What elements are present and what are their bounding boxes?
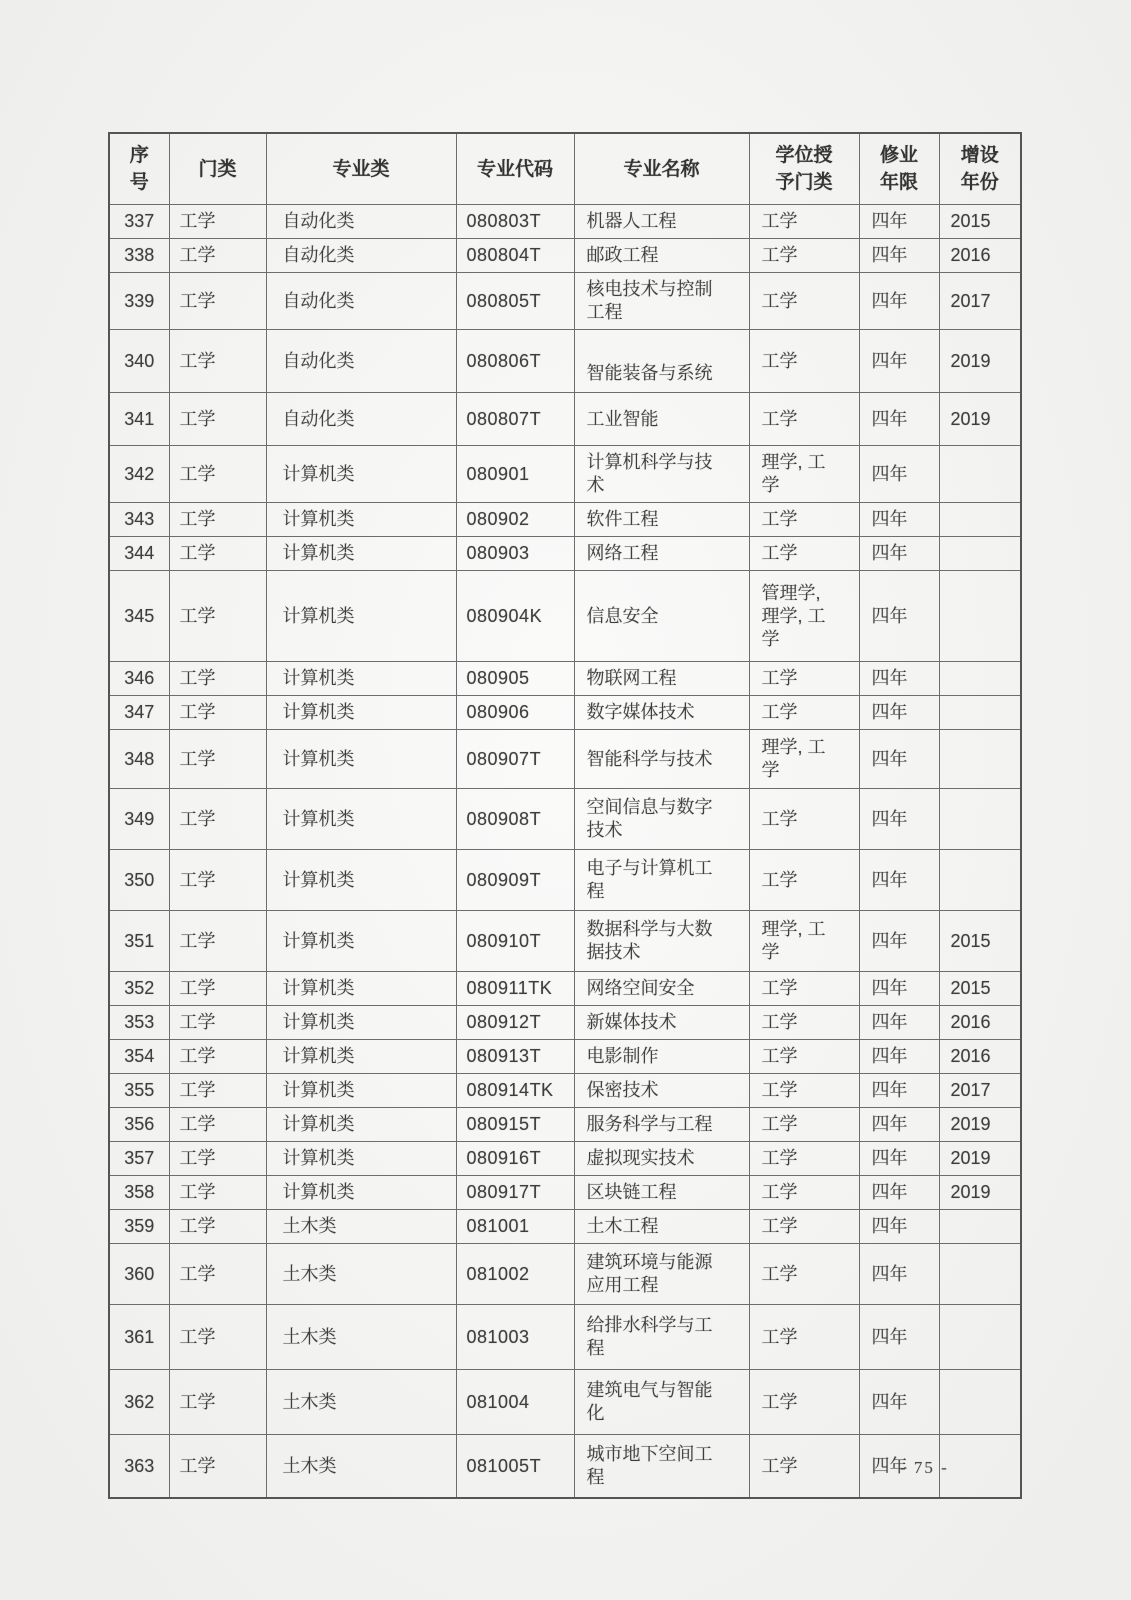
table-cell: 四年: [859, 730, 939, 789]
table-cell: 080917T: [456, 1176, 574, 1210]
table-cell: 工学: [169, 972, 266, 1006]
table-cell: 工学: [749, 537, 859, 571]
table-cell: 080904K: [456, 571, 574, 662]
table-row: [109, 1210, 1021, 1244]
table-cell: 工学: [169, 730, 266, 789]
table-cell: 工学: [169, 1370, 266, 1435]
table-cell: 电子与计算机工程: [574, 850, 749, 911]
table-cell: 工学: [749, 1210, 859, 1244]
table-cell: 计算机类: [266, 972, 456, 1006]
table-cell: 工学: [169, 789, 266, 850]
table-cell: 计算机类: [266, 662, 456, 696]
table-body: [109, 205, 1021, 1499]
table-cell: [939, 1210, 1021, 1244]
table-row: [109, 1370, 1021, 1435]
table-cell: 数字媒体技术: [574, 696, 749, 730]
table-cell: 四年: [859, 537, 939, 571]
table-cell: 356: [109, 1108, 169, 1142]
table-cell: 2016: [939, 1006, 1021, 1040]
table-cell: 土木类: [266, 1210, 456, 1244]
table-cell: 计算机类: [266, 571, 456, 662]
table-cell: 363: [109, 1435, 169, 1499]
table-cell: 管理学, 理学, 工学: [749, 571, 859, 662]
table-cell: 虚拟现实技术: [574, 1142, 749, 1176]
table-cell: 数据科学与大数据技术: [574, 911, 749, 972]
table-cell: 四年: [859, 1305, 939, 1370]
table-cell: 080805T: [456, 273, 574, 330]
table-cell: 工学: [169, 1108, 266, 1142]
table-row: [109, 205, 1021, 239]
table-cell: 区块链工程: [574, 1176, 749, 1210]
table-row: [109, 1435, 1021, 1499]
table-cell: 080905: [456, 662, 574, 696]
table-cell: 四年: [859, 850, 939, 911]
table-cell: 计算机科学与技术: [574, 446, 749, 503]
table-cell: 工学: [749, 972, 859, 1006]
table-cell: 工学: [169, 503, 266, 537]
table-cell: 自动化类: [266, 273, 456, 330]
table-cell: 358: [109, 1176, 169, 1210]
table-cell: 工学: [169, 911, 266, 972]
table-cell: 四年: [859, 571, 939, 662]
table-row: [109, 393, 1021, 446]
table-cell: 工学: [749, 1040, 859, 1074]
table-cell: 344: [109, 537, 169, 571]
table-cell: 工学: [749, 239, 859, 273]
table-cell: 四年: [859, 662, 939, 696]
table-cell: 080915T: [456, 1108, 574, 1142]
table-cell: [939, 1244, 1021, 1305]
table-cell: 四年: [859, 239, 939, 273]
table-cell: 计算机类: [266, 789, 456, 850]
table-cell: 四年: [859, 393, 939, 446]
table-cell: 工学: [749, 1370, 859, 1435]
table-cell: 工学: [749, 789, 859, 850]
table-cell: 080907T: [456, 730, 574, 789]
column-header-index: 序号: [109, 133, 169, 205]
table-row: [109, 1108, 1021, 1142]
table-cell: 工学: [749, 1108, 859, 1142]
table-cell: 350: [109, 850, 169, 911]
table-cell: 工学: [749, 205, 859, 239]
table-cell: 计算机类: [266, 537, 456, 571]
table-cell: 工业智能: [574, 393, 749, 446]
table-cell: 工学: [749, 1074, 859, 1108]
table-cell: 建筑电气与智能化: [574, 1370, 749, 1435]
table-cell: 361: [109, 1305, 169, 1370]
table-row: [109, 789, 1021, 850]
table-cell: 工学: [749, 1244, 859, 1305]
table-cell: 计算机类: [266, 1176, 456, 1210]
table-cell: 四年: [859, 205, 939, 239]
table-cell: 四年: [859, 1244, 939, 1305]
table-cell: 计算机类: [266, 1006, 456, 1040]
table-cell: 359: [109, 1210, 169, 1244]
table-cell: 工学: [749, 1176, 859, 1210]
table-row: [109, 1040, 1021, 1074]
table-cell: 工学: [169, 273, 266, 330]
table-cell: 354: [109, 1040, 169, 1074]
table-cell: 网络空间安全: [574, 972, 749, 1006]
table-cell: 351: [109, 911, 169, 972]
table-cell: 计算机类: [266, 1142, 456, 1176]
table-cell: 工学: [749, 1435, 859, 1499]
table-cell: 工学: [749, 1305, 859, 1370]
table-cell: 理学, 工学: [749, 446, 859, 503]
table-row: [109, 571, 1021, 662]
table-cell: [939, 662, 1021, 696]
table-row: [109, 730, 1021, 789]
table-cell: 工学: [749, 696, 859, 730]
table-cell: [939, 1435, 1021, 1499]
table-cell: 保密技术: [574, 1074, 749, 1108]
table-cell: 工学: [169, 1074, 266, 1108]
table-row: [109, 972, 1021, 1006]
table-cell: 理学, 工学: [749, 911, 859, 972]
table-cell: 343: [109, 503, 169, 537]
table-cell: 计算机类: [266, 1040, 456, 1074]
table-cell: 四年: [859, 1040, 939, 1074]
table-cell: 080914TK: [456, 1074, 574, 1108]
table-cell: 081005T: [456, 1435, 574, 1499]
table-cell: 土木类: [266, 1244, 456, 1305]
table-cell: 自动化类: [266, 393, 456, 446]
table-cell: [939, 696, 1021, 730]
table-cell: 城市地下空间工程: [574, 1435, 749, 1499]
table-cell: 网络工程: [574, 537, 749, 571]
table-cell: 计算机类: [266, 850, 456, 911]
table-cell: 2019: [939, 1142, 1021, 1176]
table-cell: 347: [109, 696, 169, 730]
table-cell: 2019: [939, 330, 1021, 393]
table-cell: 计算机类: [266, 911, 456, 972]
table-cell: 工学: [749, 1006, 859, 1040]
table-cell: 348: [109, 730, 169, 789]
table-row: [109, 1176, 1021, 1210]
table-cell: 2016: [939, 239, 1021, 273]
table-cell: 四年: [859, 1108, 939, 1142]
table-cell: 工学: [169, 393, 266, 446]
table-cell: 理学, 工学: [749, 730, 859, 789]
table-cell: 2015: [939, 911, 1021, 972]
table-cell: 工学: [169, 537, 266, 571]
table-cell: 341: [109, 393, 169, 446]
table-cell: 2019: [939, 1108, 1021, 1142]
table-cell: 080910T: [456, 911, 574, 972]
table-cell: 工学: [169, 446, 266, 503]
table-cell: 2019: [939, 1176, 1021, 1210]
table-cell: [939, 503, 1021, 537]
table-cell: 工学: [169, 239, 266, 273]
table-cell: 工学: [169, 1006, 266, 1040]
table-cell: 工学: [169, 1244, 266, 1305]
table-row: [109, 537, 1021, 571]
table-cell: 080912T: [456, 1006, 574, 1040]
table-cell: 2016: [939, 1040, 1021, 1074]
table-cell: 计算机类: [266, 1108, 456, 1142]
table-row: [109, 1074, 1021, 1108]
table-cell: 080911TK: [456, 972, 574, 1006]
table-cell: 工学: [749, 1142, 859, 1176]
table-row: [109, 662, 1021, 696]
table-cell: 工学: [169, 571, 266, 662]
table-cell: 工学: [749, 393, 859, 446]
table-cell: 355: [109, 1074, 169, 1108]
table-cell: 工学: [169, 1210, 266, 1244]
table-cell: [939, 1305, 1021, 1370]
table-cell: [939, 446, 1021, 503]
table-cell: 工学: [169, 696, 266, 730]
table-cell: 工学: [169, 1176, 266, 1210]
table-cell: 空间信息与数字技术: [574, 789, 749, 850]
column-header-category: 门类: [169, 133, 266, 205]
table-cell: 土木类: [266, 1370, 456, 1435]
table-cell: 2017: [939, 273, 1021, 330]
table-row: [109, 911, 1021, 972]
table-cell: 计算机类: [266, 1074, 456, 1108]
column-header-major-name: 专业名称: [574, 133, 749, 205]
table-cell: 四年: [859, 446, 939, 503]
table-cell: 软件工程: [574, 503, 749, 537]
table-cell: 080909T: [456, 850, 574, 911]
table-cell: 080913T: [456, 1040, 574, 1074]
table-cell: 080804T: [456, 239, 574, 273]
table-cell: 土木类: [266, 1305, 456, 1370]
table-row: [109, 850, 1021, 911]
column-header-degree: 学位授予门类: [749, 133, 859, 205]
table-cell: 物联网工程: [574, 662, 749, 696]
table-cell: [939, 537, 1021, 571]
table-cell: 电影制作: [574, 1040, 749, 1074]
table-cell: 计算机类: [266, 446, 456, 503]
table-cell: 智能科学与技术: [574, 730, 749, 789]
table-cell: 工学: [169, 330, 266, 393]
table-row: [109, 239, 1021, 273]
table-row: [109, 1142, 1021, 1176]
table-cell: 土木类: [266, 1435, 456, 1499]
table-cell: [939, 789, 1021, 850]
table-cell: 四年: [859, 789, 939, 850]
column-header-duration: 修业年限: [859, 133, 939, 205]
table-cell: 智能装备与系统: [574, 330, 749, 393]
table-cell: 四年: [859, 1176, 939, 1210]
table-cell: 342: [109, 446, 169, 503]
table-cell: 081003: [456, 1305, 574, 1370]
table-cell: 建筑环境与能源应用工程: [574, 1244, 749, 1305]
table-cell: [939, 571, 1021, 662]
table-row: [109, 446, 1021, 503]
table-cell: 四年: [859, 1435, 939, 1499]
majors-table: [108, 132, 1022, 1499]
table-cell: 工学: [169, 1305, 266, 1370]
table-cell: 四年: [859, 273, 939, 330]
table-cell: 2017: [939, 1074, 1021, 1108]
table-cell: 362: [109, 1370, 169, 1435]
table-cell: 349: [109, 789, 169, 850]
table-cell: [939, 1370, 1021, 1435]
table-cell: 080903: [456, 537, 574, 571]
table-cell: 357: [109, 1142, 169, 1176]
table-cell: 080916T: [456, 1142, 574, 1176]
table-cell: 340: [109, 330, 169, 393]
table-row: [109, 1244, 1021, 1305]
table-row: [109, 273, 1021, 330]
table-cell: 工学: [169, 662, 266, 696]
table-cell: 工学: [169, 1142, 266, 1176]
table-cell: 机器人工程: [574, 205, 749, 239]
table-cell: 土木工程: [574, 1210, 749, 1244]
table-cell: 080901: [456, 446, 574, 503]
table-cell: [939, 850, 1021, 911]
table-cell: 工学: [749, 850, 859, 911]
table-cell: 核电技术与控制工程: [574, 273, 749, 330]
table-cell: 工学: [169, 205, 266, 239]
table-cell: 信息安全: [574, 571, 749, 662]
table-cell: 工学: [749, 273, 859, 330]
table-cell: 339: [109, 273, 169, 330]
table-cell: 四年: [859, 696, 939, 730]
table-cell: 080806T: [456, 330, 574, 393]
page-number: - 75 -: [900, 1458, 949, 1477]
table-cell: 工学: [749, 330, 859, 393]
table-cell: 2015: [939, 972, 1021, 1006]
table-cell: 352: [109, 972, 169, 1006]
table-cell: 工学: [169, 850, 266, 911]
table-cell: 四年: [859, 503, 939, 537]
table-cell: 计算机类: [266, 503, 456, 537]
column-header-year-added: 增设年份: [939, 133, 1021, 205]
table-row: [109, 330, 1021, 393]
table-cell: 四年: [859, 330, 939, 393]
table-cell: 四年: [859, 1370, 939, 1435]
table-cell: 计算机类: [266, 730, 456, 789]
table-cell: 工学: [169, 1435, 266, 1499]
table-cell: 080908T: [456, 789, 574, 850]
table-cell: 346: [109, 662, 169, 696]
table-cell: 自动化类: [266, 330, 456, 393]
table-cell: 081001: [456, 1210, 574, 1244]
table-row: [109, 503, 1021, 537]
table-cell: [939, 730, 1021, 789]
table-cell: 四年: [859, 911, 939, 972]
table-cell: 新媒体技术: [574, 1006, 749, 1040]
table-cell: 345: [109, 571, 169, 662]
table-cell: 080902: [456, 503, 574, 537]
table-cell: 2015: [939, 205, 1021, 239]
table-cell: 自动化类: [266, 205, 456, 239]
column-header-major-class: 专业类: [266, 133, 456, 205]
table-cell: 四年: [859, 1210, 939, 1244]
table-cell: 工学: [749, 503, 859, 537]
table-cell: 工学: [169, 1040, 266, 1074]
table-cell: 四年: [859, 1006, 939, 1040]
table-cell: 080803T: [456, 205, 574, 239]
table-cell: 2019: [939, 393, 1021, 446]
table-cell: 邮政工程: [574, 239, 749, 273]
table-cell: 四年: [859, 1142, 939, 1176]
table-row: [109, 1305, 1021, 1370]
table-cell: 四年: [859, 1074, 939, 1108]
table-cell: 080807T: [456, 393, 574, 446]
table-cell: 工学: [749, 662, 859, 696]
table-cell: 计算机类: [266, 696, 456, 730]
table-cell: 自动化类: [266, 239, 456, 273]
table-cell: 353: [109, 1006, 169, 1040]
column-header-major-code: 专业代码: [456, 133, 574, 205]
table-cell: 337: [109, 205, 169, 239]
table-row: [109, 1006, 1021, 1040]
table-cell: 081004: [456, 1370, 574, 1435]
table-cell: 080906: [456, 696, 574, 730]
table-cell: 服务科学与工程: [574, 1108, 749, 1142]
table-cell: 081002: [456, 1244, 574, 1305]
table-header-row: [109, 133, 1021, 205]
table-row: [109, 696, 1021, 730]
table-cell: 给排水科学与工程: [574, 1305, 749, 1370]
table-cell: 338: [109, 239, 169, 273]
table-cell: 360: [109, 1244, 169, 1305]
table-cell: 四年: [859, 972, 939, 1006]
